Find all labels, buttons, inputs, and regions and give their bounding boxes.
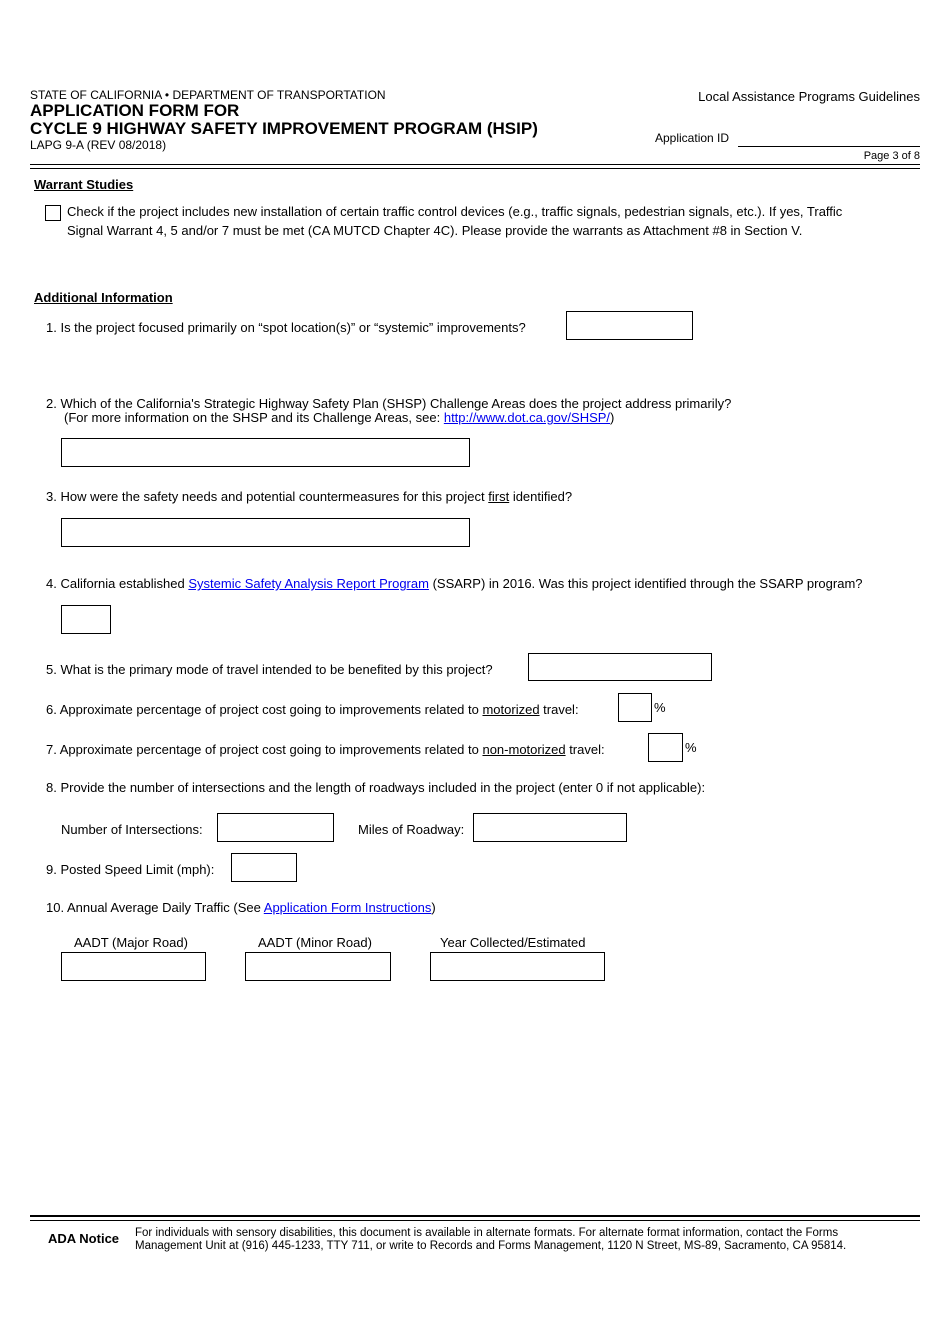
q3-prefix: 3. How were the safety needs and potential countermeasures for this project bbox=[46, 489, 489, 504]
q4-input[interactable] bbox=[61, 605, 111, 634]
warrant-text-line1: Check if the project includes new installation of certain traffic control devices (e.g., traffic signals, pedestrian signals, etc.). If yes, Traffic bbox=[67, 204, 843, 219]
q6-suffix: travel: bbox=[539, 702, 579, 717]
q4-text bbox=[46, 576, 863, 592]
q7-input[interactable] bbox=[648, 733, 683, 762]
instructions-link[interactable]: Application Form Instructions bbox=[263, 900, 432, 915]
page-number: Page 3 of 8 bbox=[863, 150, 920, 162]
q2-sub-suffix: ) bbox=[610, 410, 615, 425]
warrant-text-line2: Signal Warrant 4, 5 and/or 7 must be met (CA MUTCD Chapter 4C). Please provide the warrants as Attachment #8 in Section V. bbox=[67, 223, 803, 238]
q7-prefix: 7. Approximate percentage of project cost going to improvements related to bbox=[46, 742, 483, 757]
application-id-label: Application ID bbox=[655, 131, 730, 145]
application-id-field[interactable] bbox=[738, 130, 920, 147]
q6-prefix: 6. Approximate percentage of project cost going to improvements related to bbox=[46, 702, 483, 717]
q5-text: 5. What is the primary mode of travel intended to be benefited by this project? bbox=[46, 662, 493, 677]
ada-notice-line2: Management Unit at (916) 445-1233, TTY 711, or write to Records and Forms Management, 1120 N Street, MS-89, Sacramento, CA 95814. bbox=[135, 1240, 847, 1252]
intersections-input[interactable] bbox=[217, 813, 334, 842]
form-number: LAPG 9-A (REV 08/2018) bbox=[30, 138, 167, 152]
q2-subtext bbox=[64, 410, 614, 426]
q8-text: 8. Provide the number of intersections and the length of roadways included in the project (enter 0 if not applicable): bbox=[46, 780, 706, 795]
q7-percent-sign: % bbox=[685, 740, 697, 755]
year-collected-input[interactable] bbox=[430, 952, 605, 981]
aadt-major-input[interactable] bbox=[61, 952, 206, 981]
miles-input[interactable] bbox=[473, 813, 627, 842]
q1-text: 1. Is the project focused primarily on “spot location(s)” or “systemic” improvements? bbox=[46, 320, 526, 335]
q3-input[interactable] bbox=[61, 518, 470, 547]
q10-text bbox=[46, 900, 436, 916]
q6-input[interactable] bbox=[618, 693, 652, 722]
q2-sub-prefix: (For more information on the SHSP and its Challenge Areas, see: bbox=[64, 410, 444, 425]
guidelines-label: Local Assistance Programs Guidelines bbox=[698, 89, 920, 104]
warrant-checkbox[interactable] bbox=[45, 205, 61, 221]
q6-text bbox=[46, 702, 579, 718]
ada-notice-line1: For individuals with sensory disabilities, this document is available in alternate formats. For alternate format information, contact the Forms bbox=[135, 1227, 839, 1239]
q2-text: 2. Which of the California's Strategic Highway Safety Plan (SHSP) Challenge Areas does the project address primarily? bbox=[46, 396, 732, 411]
ssarp-link[interactable]: Systemic Safety Analysis Report Program bbox=[188, 576, 429, 591]
q4-prefix: 4. California established bbox=[46, 576, 189, 591]
shsp-link[interactable]: http://www.dot.ca.gov/SHSP/ bbox=[443, 410, 611, 425]
aadt-minor-label: AADT (Minor Road) bbox=[258, 935, 372, 950]
q7-text bbox=[46, 742, 605, 758]
additional-heading: Additional Information bbox=[34, 290, 173, 305]
q5-input[interactable] bbox=[528, 653, 712, 681]
q9-text: 9. Posted Speed Limit (mph): bbox=[46, 862, 215, 877]
q10-suffix: ) bbox=[431, 900, 436, 915]
aadt-minor-input[interactable] bbox=[245, 952, 391, 981]
agency-line: STATE OF CALIFORNIA • DEPARTMENT OF TRANSPORTATION bbox=[30, 88, 386, 102]
q1-input[interactable] bbox=[566, 311, 693, 340]
form-title-line1: APPLICATION FORM FOR bbox=[30, 101, 240, 120]
intersections-label: Number of Intersections: bbox=[61, 822, 203, 837]
form-title-line2: CYCLE 9 HIGHWAY SAFETY IMPROVEMENT PROGRAM (HSIP) bbox=[30, 119, 538, 138]
q2-input[interactable] bbox=[61, 438, 470, 467]
q4-suffix: (SSARP) in 2016. Was this project identified through the SSARP program? bbox=[428, 576, 863, 591]
q6-underlined: motorized bbox=[482, 702, 540, 717]
q10-prefix: 10. Annual Average Daily Traffic (See bbox=[46, 900, 264, 915]
q3-text bbox=[46, 489, 572, 505]
header-divider-top bbox=[30, 164, 920, 165]
q3-suffix: identified? bbox=[509, 489, 573, 504]
speed-limit-input[interactable] bbox=[231, 853, 297, 882]
ada-notice-label: ADA Notice bbox=[48, 1231, 120, 1246]
q7-underlined: non-motorized bbox=[482, 742, 566, 757]
header-divider-bottom bbox=[30, 168, 920, 169]
footer-divider-bottom bbox=[30, 1220, 920, 1221]
q7-suffix: travel: bbox=[565, 742, 605, 757]
year-collected-label: Year Collected/Estimated bbox=[440, 935, 586, 950]
warrant-heading: Warrant Studies bbox=[34, 177, 134, 192]
miles-label: Miles of Roadway: bbox=[358, 822, 465, 837]
footer-divider-top bbox=[30, 1215, 920, 1217]
q6-percent-sign: % bbox=[654, 700, 666, 715]
aadt-major-label: AADT (Major Road) bbox=[74, 935, 188, 950]
q3-underlined: first bbox=[488, 489, 510, 504]
